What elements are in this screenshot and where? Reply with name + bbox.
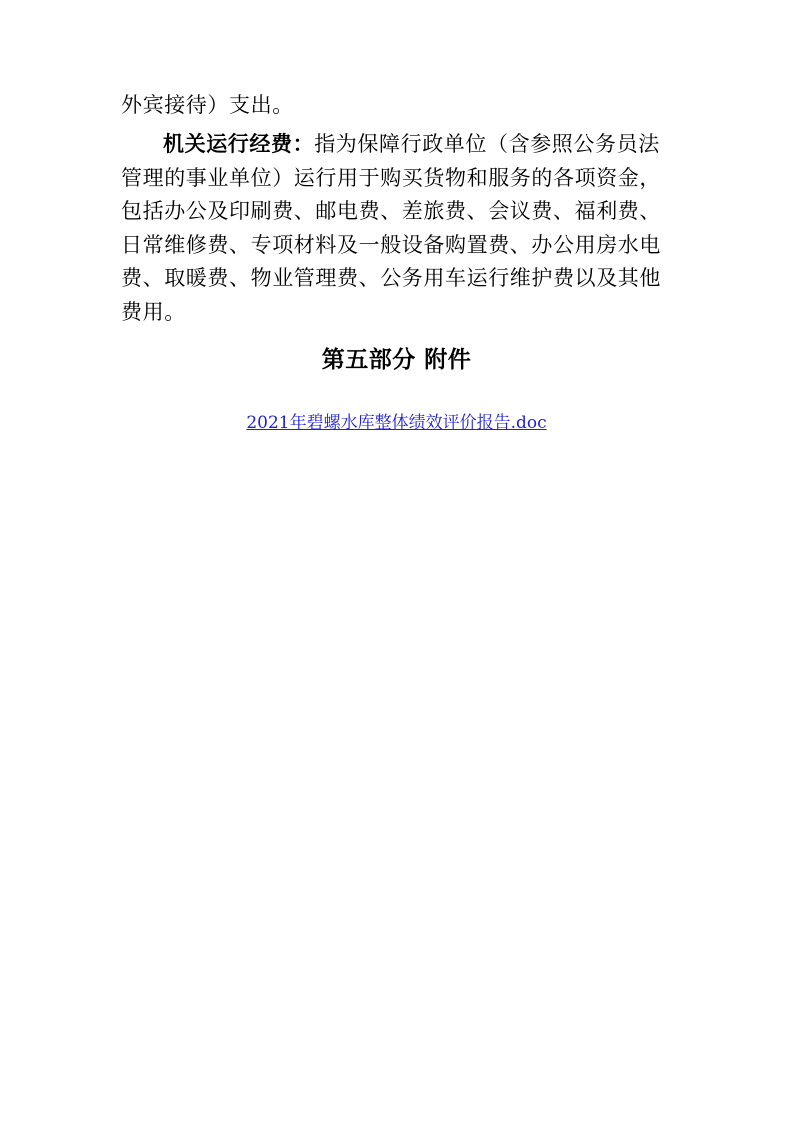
section-heading: 第五部分 附件	[321, 347, 472, 373]
paragraph-line: 包括办公及印刷费、邮电费、差旅费、会议费、福利费、	[121, 199, 661, 223]
definition-term: 机关运行经费：	[163, 132, 315, 156]
definition-text: 指为保障行政单位（含参照公务员法	[314, 132, 660, 156]
paragraph-line: 管理的事业单位）运行用于购买货物和服务的各项资金，	[121, 166, 661, 190]
definition-line	[163, 129, 660, 159]
paragraph-line: 日常维修费、专项材料及一般设备购置费、办公用房水电	[121, 233, 661, 257]
paragraph-line: 费、取暖费、物业管理费、公务用车运行维护费以及其他	[121, 266, 661, 290]
attachment-link[interactable]: 2021年碧螺水库整体绩效评价报告.doc	[246, 413, 547, 433]
paragraph-line: 外宾接待）支出。	[121, 93, 294, 117]
paragraph-line: 费用。	[121, 300, 186, 324]
attachment-container	[0, 410, 793, 436]
